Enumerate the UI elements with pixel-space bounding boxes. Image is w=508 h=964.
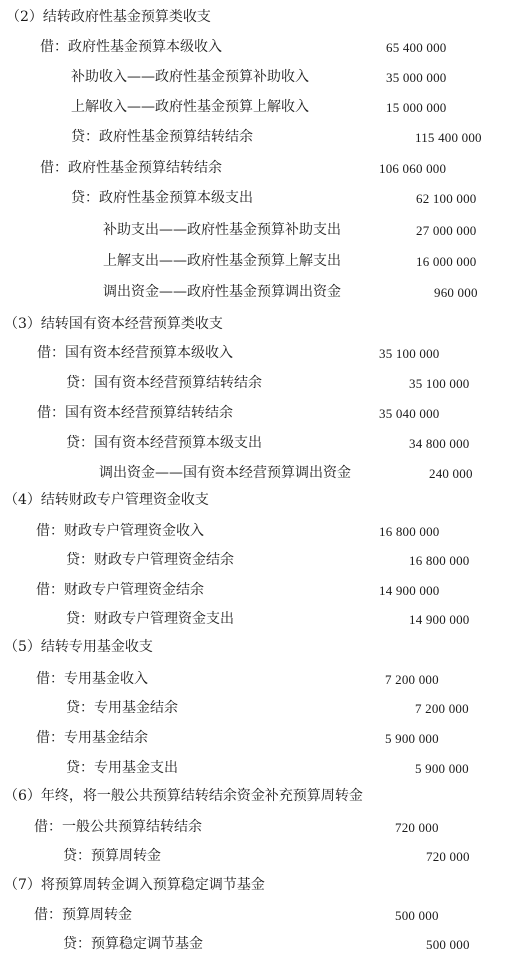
section-heading (0, 490, 508, 520)
journal-line (0, 282, 508, 312)
entry-text: 借：国有资本经营预算结转结余 (37, 405, 233, 421)
section-heading (0, 314, 508, 344)
journal-line (0, 373, 508, 403)
amount: 16 800 000 (409, 553, 470, 568)
entry-text: 贷：预算稳定调节基金 (63, 936, 203, 952)
journal-line (0, 698, 508, 728)
journal-line (0, 127, 508, 157)
entry-text: 上解支出——政府性基金预算上解支出 (103, 253, 341, 269)
entry-text: 贷：国有资本经营预算本级支出 (66, 435, 262, 451)
entry-text: 贷：预算周转金 (63, 848, 161, 864)
journal-line (0, 433, 508, 463)
section-heading (0, 637, 508, 667)
entry-text: 补助收入——政府性基金预算补助收入 (71, 69, 309, 85)
amount: 500 000 (426, 937, 470, 952)
amount: 960 000 (434, 285, 478, 300)
amount: 34 800 000 (409, 436, 470, 451)
amount: 106 060 000 (379, 161, 447, 176)
journal-line (0, 97, 508, 127)
journal-line (0, 521, 508, 551)
journal-line (0, 758, 508, 788)
amount: 720 000 (426, 849, 470, 864)
amount: 27 000 000 (416, 223, 477, 238)
amount: 500 000 (395, 908, 439, 923)
section-heading (0, 875, 508, 905)
entry-text: 贷：政府性基金预算本级支出 (71, 190, 253, 206)
entry-text: 调出资金——政府性基金预算调出资金 (103, 284, 341, 300)
journal-line (0, 220, 508, 250)
amount: 35 100 000 (409, 376, 470, 391)
journal-line (0, 188, 508, 218)
entry-text: （5）结转专用基金收支 (4, 639, 153, 655)
entry-text: （7）将预算周转金调入预算稳定调节基金 (4, 877, 265, 893)
journal-line (0, 463, 508, 493)
journal-line (0, 934, 508, 964)
amount: 240 000 (429, 466, 473, 481)
amount: 35 100 000 (379, 346, 440, 361)
journal-line (0, 158, 508, 188)
amount: 62 100 000 (416, 191, 477, 206)
amount: 5 900 000 (385, 731, 439, 746)
entry-text: 借：预算周转金 (34, 907, 132, 923)
amount: 720 000 (395, 820, 439, 835)
entry-text: （6）年终，将一般公共预算结转结余资金补充预算周转金 (4, 788, 363, 804)
entry-text: （4）结转财政专户管理资金收支 (4, 492, 209, 508)
amount: 65 400 000 (386, 40, 447, 55)
journal-line (0, 905, 508, 935)
entry-text: 贷：国有资本经营预算结转结余 (66, 375, 262, 391)
section-heading (0, 7, 508, 37)
entry-text: 借：政府性基金预算本级收入 (40, 39, 222, 55)
entry-text: 贷：政府性基金预算结转结余 (71, 129, 253, 145)
entry-text: 借：一般公共预算结转结余 (34, 819, 202, 835)
amount: 115 400 000 (415, 130, 482, 145)
journal-line (0, 846, 508, 876)
entry-text: 借：财政专户管理资金结余 (36, 582, 204, 598)
journal-line (0, 550, 508, 580)
entry-text: （2）结转政府性基金预算类收支 (6, 9, 211, 25)
entry-text: 借：专用基金结余 (36, 730, 148, 746)
amount: 35 040 000 (379, 406, 440, 421)
entry-text: 贷：专用基金支出 (66, 760, 178, 776)
entry-text: 补助支出——政府性基金预算补助支出 (103, 222, 341, 238)
amount: 5 900 000 (415, 761, 469, 776)
entry-text: 借：政府性基金预算结转结余 (40, 160, 222, 176)
entry-text: 上解收入——政府性基金预算上解收入 (71, 99, 309, 115)
amount: 7 200 000 (415, 701, 469, 716)
amount: 7 200 000 (385, 672, 439, 687)
journal-line (0, 669, 508, 699)
amount: 35 000 000 (386, 70, 447, 85)
amount: 16 000 000 (416, 254, 477, 269)
entry-text: 调出资金——国有资本经营预算调出资金 (99, 465, 351, 481)
amount: 16 800 000 (379, 524, 440, 539)
journal-line (0, 67, 508, 97)
journal-line (0, 580, 508, 610)
entry-text: 借：财政专户管理资金收入 (36, 523, 204, 539)
journal-line (0, 403, 508, 433)
entry-text: 贷：专用基金结余 (66, 700, 178, 716)
entry-text: 贷：财政专户管理资金支出 (66, 611, 234, 627)
journal-line (0, 609, 508, 639)
journal-line (0, 343, 508, 373)
entry-text: （3）结转国有资本经营预算类收支 (4, 316, 223, 332)
journal-line (0, 728, 508, 758)
amount: 14 900 000 (409, 612, 470, 627)
amount: 14 900 000 (379, 583, 440, 598)
entry-text: 贷：财政专户管理资金结余 (66, 552, 234, 568)
journal-line (0, 37, 508, 67)
section-heading (0, 786, 508, 816)
journal-line (0, 817, 508, 847)
entry-text: 借：国有资本经营预算本级收入 (37, 345, 233, 361)
journal-line (0, 251, 508, 281)
entry-text: 借：专用基金收入 (36, 671, 148, 687)
amount: 15 000 000 (386, 100, 447, 115)
